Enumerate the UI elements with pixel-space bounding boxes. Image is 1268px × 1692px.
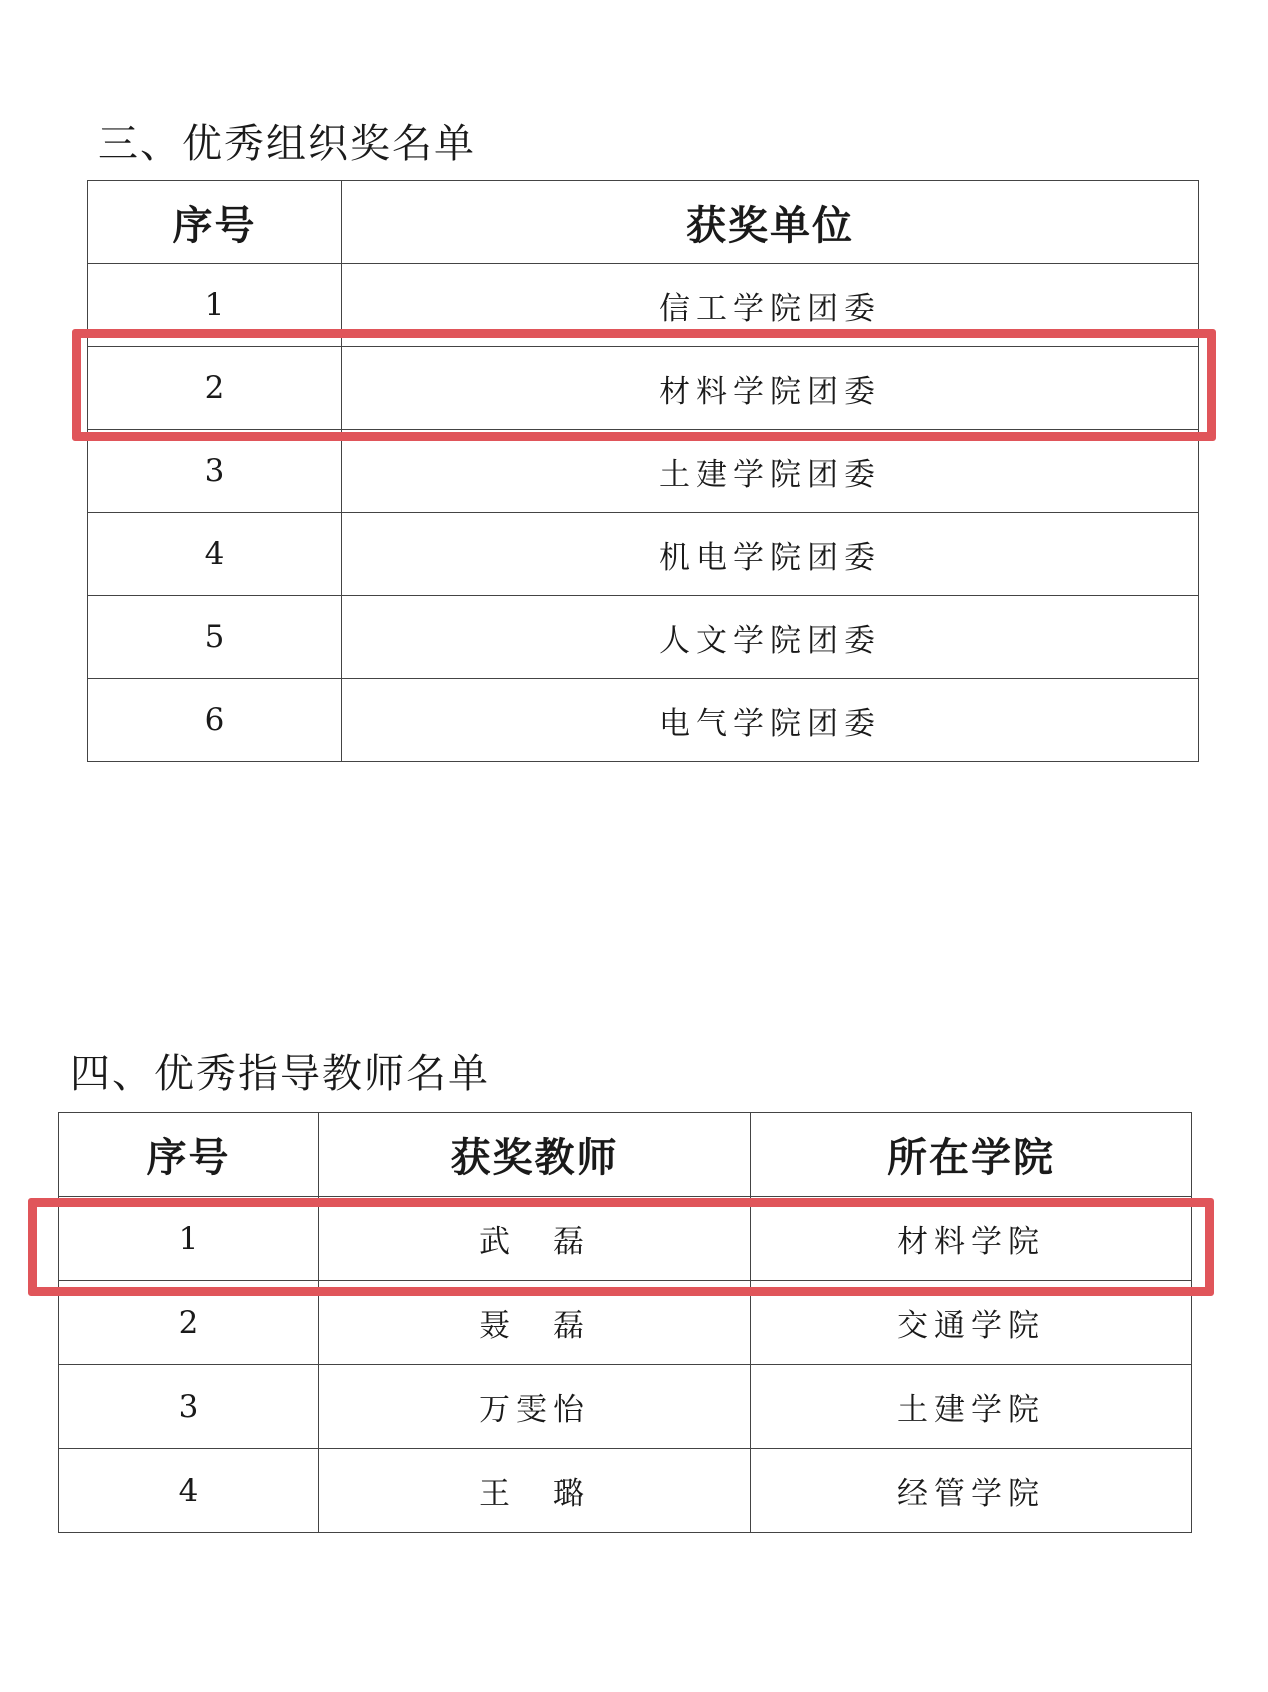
row-number: 2 [88,347,342,430]
award-unit: 机电学院团委 [342,513,1199,596]
teacher-name: 万雯怡 [319,1365,751,1449]
award-unit: 信工学院团委 [342,264,1199,347]
award-unit: 材料学院团委 [342,347,1199,430]
college-name: 材料学院 [751,1197,1192,1281]
table-row [88,264,1199,347]
teacher-name: 聂 磊 [319,1281,751,1365]
instructor-award-table [58,1112,1192,1533]
row-number: 4 [59,1449,319,1533]
row-number: 5 [88,596,342,679]
award-unit: 人文学院团委 [342,596,1199,679]
college-name: 交通学院 [751,1281,1192,1365]
table-header-row [88,181,1199,264]
college-name: 土建学院 [751,1365,1192,1449]
college-name: 经管学院 [751,1449,1192,1533]
teacher-name: 王 璐 [319,1449,751,1533]
header-number: 序号 [88,181,342,264]
table-row [59,1281,1192,1365]
row-number: 4 [88,513,342,596]
row-number: 3 [59,1365,319,1449]
header-award-unit: 获奖单位 [342,181,1199,264]
row-number: 3 [88,430,342,513]
table-row [88,596,1199,679]
table-row [59,1365,1192,1449]
award-unit: 土建学院团委 [342,430,1199,513]
row-number: 6 [88,679,342,762]
table-row [59,1449,1192,1533]
table-row [88,430,1199,513]
table-row [59,1197,1192,1281]
section-4-title: 四、优秀指导教师名单 [70,1051,490,1097]
teacher-name: 武 磊 [319,1197,751,1281]
award-unit: 电气学院团委 [342,679,1199,762]
table-row [88,679,1199,762]
row-number: 1 [59,1197,319,1281]
table-row [88,513,1199,596]
header-number: 序号 [59,1113,319,1197]
row-number: 2 [59,1281,319,1365]
section-3-title: 三、优秀组织奖名单 [98,121,476,167]
header-teacher: 获奖教师 [319,1113,751,1197]
table-row [88,347,1199,430]
table-header-row [59,1113,1192,1197]
organization-award-table [87,180,1199,762]
row-number: 1 [88,264,342,347]
header-college: 所在学院 [751,1113,1192,1197]
